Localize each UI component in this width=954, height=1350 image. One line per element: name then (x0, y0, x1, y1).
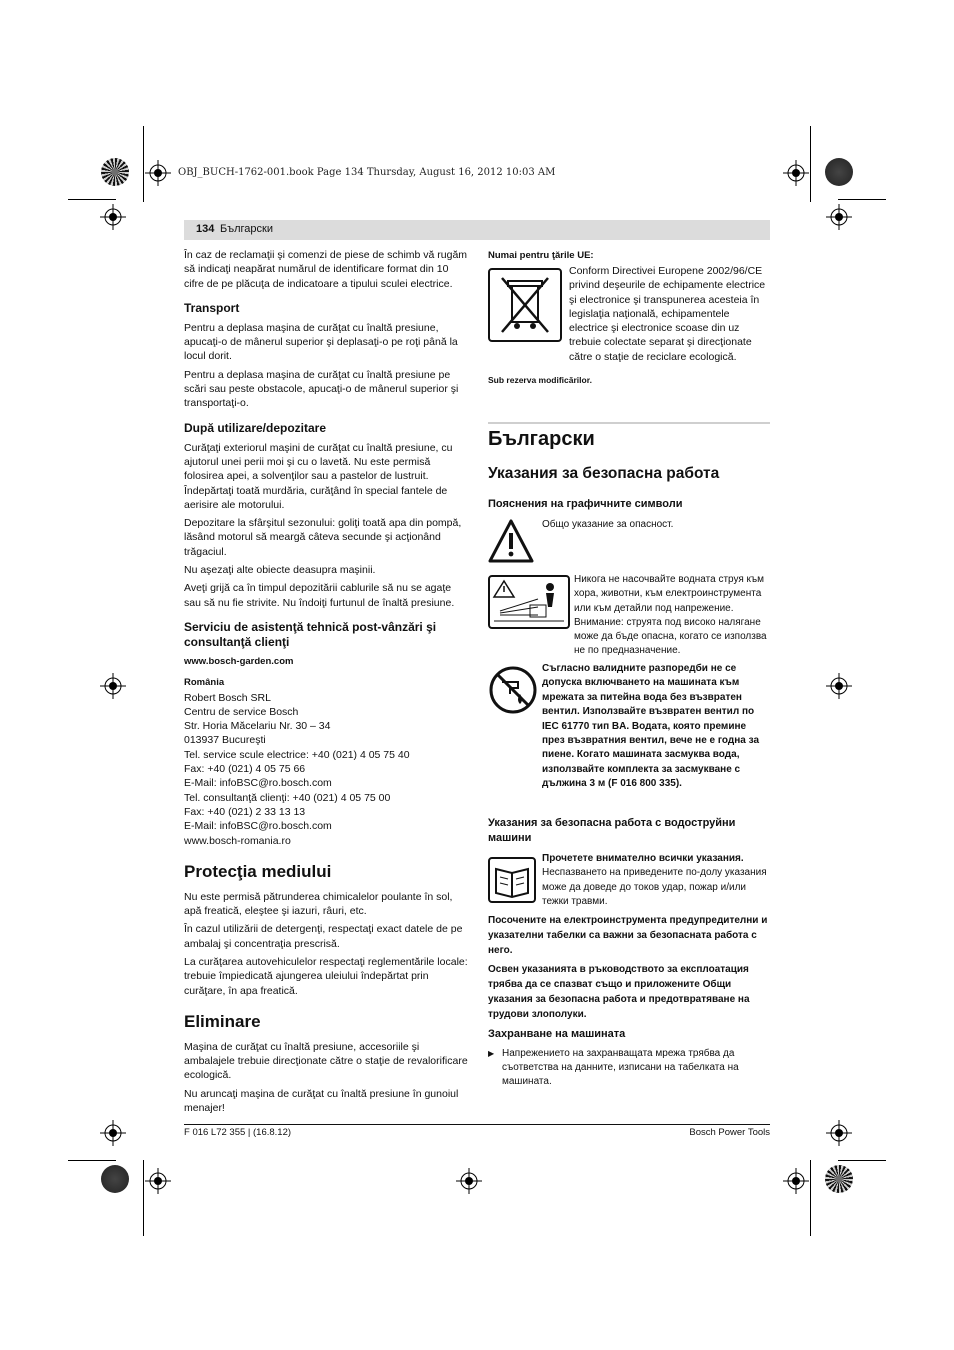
registration-mark-icon (100, 204, 126, 230)
section-title-storage: După utilizare/depozitare (184, 420, 327, 435)
eu-text: Conform Directivei Europene 2002/96/CE privind deşeurile de echipamente electrice şi electronice şi transpunerea acesteia în legislaţia naţională, echipamentele electrice şi electronice scoase din uz trebuie colectate separat şi direcţionate către o staţie de reciclare ecologică. (569, 265, 766, 363)
registration-mark-icon (145, 1168, 171, 1194)
crop-mark (143, 1160, 144, 1236)
address-line: Fax: +40 (021) 4 05 75 66 (184, 763, 306, 776)
color-rosette-icon (825, 158, 853, 186)
header-language: Български (220, 223, 273, 235)
address-line: Tel. consultanţă clienţi: +40 (021) 4 05 75 00 (184, 791, 391, 804)
footer-doc-number: F 016 L72 355 | (16.8.12) (184, 1127, 292, 1138)
power-title: Захранване на машината (488, 1028, 626, 1040)
symbol-text: Никога не насочвайте водната струя към хора, животни, към електроинструмента или към детайли под напрежение. Внимание: струята под високо налягане може да бъде опасна, когато се използва не по предназначение. (574, 574, 767, 657)
crop-mark (810, 1160, 811, 1236)
symbols-title: Пояснения на графичните символи (488, 498, 683, 510)
crop-mark (810, 126, 811, 202)
warning-paragraph: Освен указанията в ръководството за експлоатация трябва да се спазват също и приложените Общи указания за безопасна работа и предотвратяване на трудови злополуки. (488, 964, 750, 1020)
registration-mark-icon (783, 1168, 809, 1194)
color-rosette-icon (101, 158, 129, 186)
service-country: România (184, 677, 225, 689)
read-instructions (542, 852, 770, 910)
power-bullet: ▶ Напрежението на захранващата мрежа трябва да съответства на данните, изписани на табелката на машината. (488, 1047, 770, 1089)
language-title: Български (488, 428, 595, 450)
divider (488, 422, 770, 424)
color-rosette-icon (825, 1165, 853, 1193)
paragraph: Nu aşezaţi alte obiecte deasupra maşinii. (184, 564, 376, 577)
registration-mark-icon (826, 673, 852, 699)
reserve-note: Sub rezerva modificărilor. (488, 375, 592, 385)
address-line: www.bosch-romania.ro (184, 834, 291, 847)
paragraph: În cazul utilizării de detergenţi, respectaţi exact datele de pe ambalaj şi concentraţia prescrisă. (184, 923, 463, 950)
address-line: Tel. service scule electrice: +40 (021) 4 05 75 40 (184, 748, 410, 761)
crop-mark (68, 1160, 116, 1161)
section-title-environment: Protecţia mediului (184, 861, 332, 881)
crop-mark (838, 1160, 886, 1161)
paragraph: La curăţarea autovehiculelor respectaţi reglementările locale: trebuie împiedicată ajungerea uleiului îndepărtat prin curăţare, în apa freatică. (184, 955, 468, 997)
warnings-block (488, 913, 770, 1026)
water-jet-warning-icon (488, 575, 570, 629)
address-line: 013937 Bucureşti (184, 734, 266, 747)
paragraph: Curăţaţi exteriorul maşini de curăţat cu înaltă presiune, cu ajutorul unei perii moi şi cu o lavetă. Nu este permisă folosirea apei, a solvenţilor sau a pastelor de lustruit. Îndepărtaţi toată murdăria, curăţând în special fantele de aerisire ale motorului. (184, 441, 453, 511)
paragraph: Nu este permisă pătrunderea chimicalelor poulante în sol, apă freatică, eleştee şi iazuri, râuri, etc. (184, 890, 453, 918)
section-title-disposal: Eliminare (184, 1011, 261, 1031)
color-rosette-icon (101, 1165, 129, 1193)
address-line: Fax: +40 (021) 2 33 13 13 (184, 805, 306, 818)
section-title-transport: Transport (184, 300, 240, 315)
read-manual-icon (488, 857, 536, 903)
machines-title: Указания за безопасна работа с водоструйни машини (488, 817, 736, 844)
crop-mark (143, 126, 144, 202)
service-address (184, 691, 468, 848)
section-title-safety: Указания за безопасна работа (488, 465, 720, 482)
registration-mark-icon (100, 1120, 126, 1146)
paragraph: Aveţi grijă ca în timpul depozitării cablurile să nu se agaţe sau să nu fie strivite. Nu îndoiţi furtunul de înaltă presiune. (184, 582, 455, 609)
intro-paragraph: În caz de reclamaţii şi comenzi de piese de schimb vă rugăm să indicaţi neapărat numărul de identificare format din 10 cifre de pe plăcuţa de indicatoare a tipului sculei electrice. (184, 249, 468, 290)
paragraph: Depozitare la sfârşitul sezonului: goliţi toată apa din pompă, lăsând motorul să meargă câteva secunde şi acţionând trăgaciul. (184, 517, 462, 558)
registration-mark-icon (783, 160, 809, 186)
footer-rule (184, 1124, 770, 1125)
warning-paragraph: Посоченитe на електроинструмента предупредителни и указателни табелки са важни за безопасната работа с него. (488, 915, 768, 956)
registration-mark-icon (456, 1168, 482, 1194)
symbol-text: Общо указание за опасност. (542, 519, 674, 530)
paragraph: Pentru a deplasa maşina de curăţat cu înaltă presiune pe scări sau peste obstacole, apucaţi-o de mânerul superior şi transportaţi-o. (184, 368, 459, 410)
eu-title: Numai pentru ţările UE: (488, 250, 594, 261)
left-column (184, 248, 468, 1119)
service-url: www.bosch-garden.com (184, 655, 294, 667)
crop-mark (838, 199, 886, 200)
read-instructions-bold: Прочетете внимателно всички указания. (542, 853, 744, 864)
registration-mark-icon (145, 160, 171, 186)
address-line: E-Mail: infoBSC@ro.bosch.com (184, 820, 332, 833)
book-info-line: OBJ_BUCH-1762-001.book Page 134 Thursday, August 16, 2012 10:03 AM (178, 167, 556, 178)
no-drinking-water-icon (488, 664, 538, 716)
registration-mark-icon (100, 673, 126, 699)
weee-bin-icon (488, 268, 562, 342)
section-title-service: Serviciu de asistenţă tehnică post-vânzări şi consultanţă clienţi (184, 619, 437, 649)
paragraph: Nu aruncaţi maşina de curăţat cu înaltă presiune în gunoiul menajer! (184, 1087, 459, 1115)
registration-mark-icon (826, 1120, 852, 1146)
address-line: Centru de service Bosch (184, 705, 299, 718)
address-line: E-Mail: infoBSC@ro.bosch.com (184, 777, 332, 790)
symbol-text: Съгласно валидните разпоредби не се допуска включването на машината към мрежата за питейна вода без възвратен вентил. Използвайте възвратен вентил по IEC 61770 тип BA. Водата, която премине през възвратния вентил, вече не е годна за пиене. Когато машината засмуква вода, използвайте комплекта за засмукване с дължина 3 м (F 016 800 335). (542, 663, 760, 790)
crop-mark (68, 199, 116, 200)
page-number: 134 (196, 223, 215, 235)
paragraph: Maşina de curăţat cu înaltă presiune, accesoriile şi ambalajele trebuie direcţionate către o staţie de revalorificare ecologică. (184, 1040, 468, 1082)
paragraph: Pentru a deplasa maşina de curăţat cu înaltă presiune, apucaţi-o de mânerul superior şi deplasaţi-o pe roţi până la locul dorit. (184, 321, 458, 363)
registration-mark-icon (826, 204, 852, 230)
warning-triangle-icon (487, 518, 535, 564)
address-line: Robert Bosch SRL (184, 691, 271, 704)
page-header (184, 220, 770, 240)
footer-brand: Bosch Power Tools (689, 1127, 770, 1138)
read-instructions-text: Неспазването на приведените по-долу указания може да доведе до токов удар, пожар и/или тежки травми. (542, 867, 767, 908)
address-line: Str. Horia Măcelariu Nr. 30 – 34 (184, 720, 331, 733)
